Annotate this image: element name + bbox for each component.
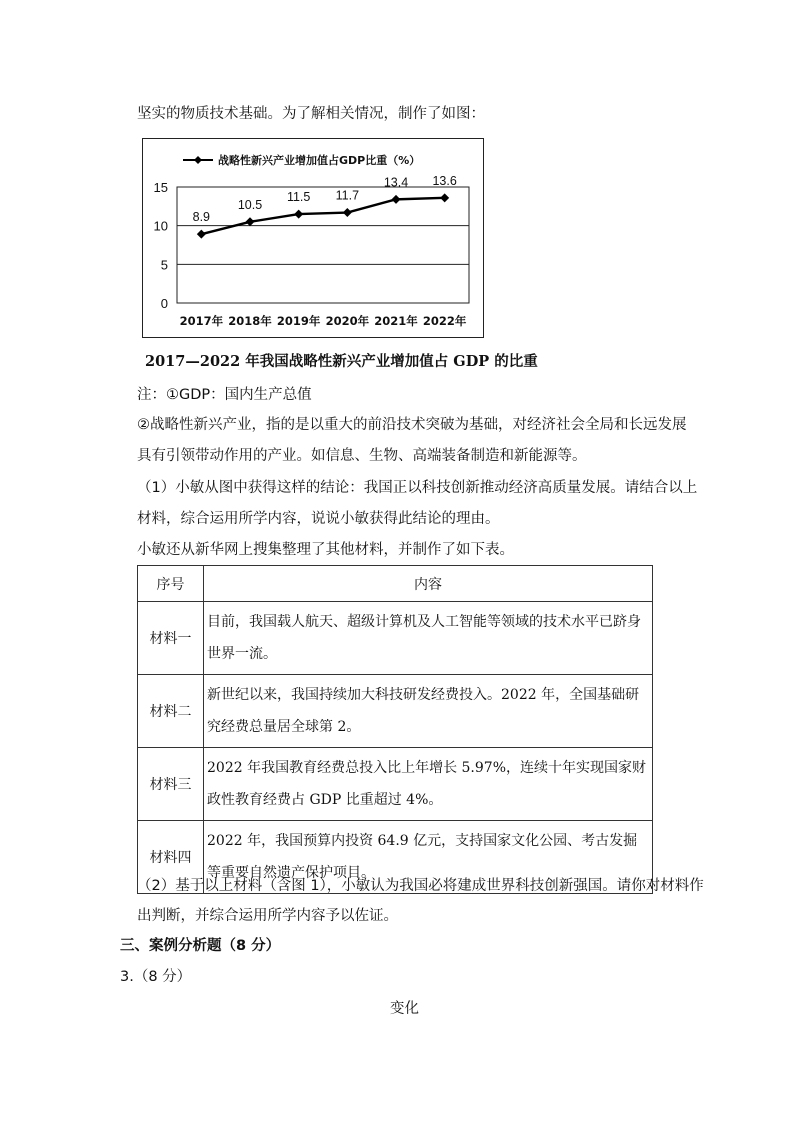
data-point — [440, 193, 449, 202]
question-2-line-2: 出判断，并综合运用所学内容予以佐证。 — [137, 908, 398, 924]
table-row — [138, 602, 653, 675]
row-content: 新世纪以来，我国持续加大科技研发经费投入。2022 年，全国基础研究经费总量居全球第 2。 — [204, 675, 653, 748]
data-point — [246, 217, 255, 226]
table-row — [138, 675, 653, 748]
data-point — [294, 210, 303, 219]
data-label: 10.5 — [237, 197, 263, 212]
chart-svg — [143, 139, 485, 339]
materials-table — [137, 565, 653, 894]
table-row — [138, 748, 653, 821]
data-point — [343, 208, 352, 217]
x-tick-label: 2018年 — [228, 314, 272, 328]
header-content: 内容 — [204, 566, 653, 602]
x-tick-label: 2017年 — [179, 314, 224, 328]
x-tick-label: 2020年 — [325, 314, 370, 328]
header-index: 序号 — [138, 566, 204, 602]
row-content: 目前，我国载人航天、超级计算机及人工智能等领域的技术水平已跻身世界一流。 — [204, 602, 653, 675]
row-label: 材料三 — [138, 748, 204, 821]
row-label: 材料二 — [138, 675, 204, 748]
y-tick-label: 15 — [153, 180, 168, 195]
question-2-line-1: （2）基于以上材料（含图 1），小敏认为我国必将建成世界科技创新强国。请你对材料作 — [137, 878, 704, 894]
y-tick-label: 0 — [160, 296, 168, 311]
y-tick-label: 5 — [160, 257, 168, 273]
data-point — [197, 230, 206, 239]
data-label: 11.7 — [335, 188, 360, 203]
plot-area — [177, 187, 469, 303]
note-emerging-industry-2: 具有引领带动作用的产业。如信息、生物、高端装备制造和新能源等。 — [137, 448, 587, 464]
row-content: 2022 年我国教育经费总投入比上年增长 5.97%，连续十年实现国家财政性教育经费占 GDP 比重超过 4%。 — [204, 748, 653, 821]
chart-caption: 2017—2022 年我国战略性新兴产业增加值占 GDP 的比重 — [145, 353, 538, 370]
y-tick-label: 10 — [153, 218, 168, 234]
legend-label: 战略性新兴产业增加值占GDP比重（%） — [218, 154, 421, 167]
question-1-line-1: （1）小敏从图中获得这样的结论：我国正以科技创新推动经济高质量发展。请结合以上 — [137, 480, 698, 496]
row-label: 材料四 — [138, 821, 204, 894]
table-header-row — [138, 566, 653, 602]
section-3-title: 三、案例分析题（8 分） — [120, 938, 281, 954]
bottom-center-text: 变化 — [390, 1001, 419, 1017]
row-label: 材料一 — [138, 602, 204, 675]
data-label: 13.6 — [432, 173, 457, 188]
question-3-label: 3.（8 分） — [120, 969, 192, 985]
x-tick-label: 2019年 — [276, 314, 321, 328]
data-label: 13.4 — [383, 175, 409, 190]
row-content: 2022 年，我国预算内投资 64.9 亿元，支持国家文化公园、考古发掘等重要自然遗产保护项目。 — [204, 821, 653, 894]
intro-line: 坚实的物质技术基础。为了解相关情况，制作了如图： — [137, 106, 485, 122]
data-label: 8.9 — [192, 210, 211, 225]
x-tick-label: 2022年 — [422, 314, 467, 328]
data-point — [392, 195, 401, 204]
data-label: 11.5 — [286, 190, 311, 205]
legend-marker — [194, 156, 202, 164]
note-emerging-industry-1: ②战略性新兴产业，指的是以重大的前沿技术突破为基础，对经济社会全局和长远发展 — [137, 417, 687, 433]
line-chart — [142, 138, 484, 338]
question-1-line-2: 材料，综合运用所学内容，说说小敏获得此结论的理由。 — [137, 511, 500, 527]
table-intro: 小敏还从新华网上搜集整理了其他材料，并制作了如下表。 — [137, 542, 514, 558]
note-gdp: 注：①GDP：国内生产总值 — [137, 387, 312, 403]
x-tick-label: 2021年 — [374, 314, 418, 328]
